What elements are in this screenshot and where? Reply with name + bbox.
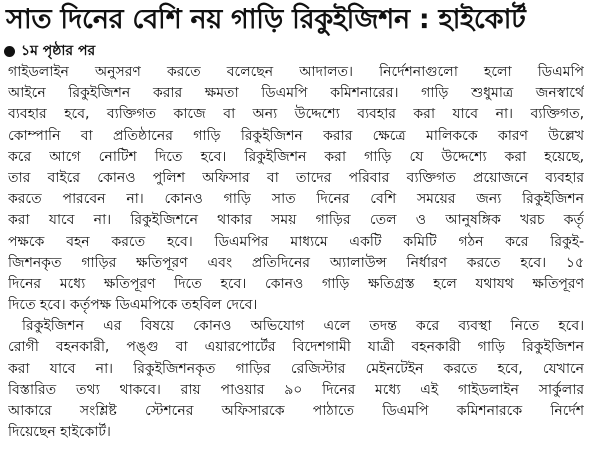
paragraph-start-line: রিকুইজিশন এর বিষয়ে কোনও অভিযোগ এলে তদন্ত করে ব্যবস্থা নিতে হবে। [22, 318, 584, 335]
body-line: তার বাইরে কোনও পুলিশ অফিসার বা তাদের পরিবার ব্যক্তিগত প্রয়োজনে ব্যবহার [8, 169, 584, 186]
body-line: পক্ষকে বহন করতে হবে। ডিএমপির মাধ্যমে একটি কমিটি গঠন করে রিকুই- [8, 233, 584, 250]
body-line: কোম্পানি বা প্রতিষ্ঠানের গাড়ি রিকুইজিশন করার ক্ষেত্রে মালিককে কারণ উল্লেখ [8, 127, 584, 144]
body-line: বিস্তারিত তথ্য থাকবে। রায় পাওয়ার ৯০ দিনের মধ্যে এই গাইডলাইন সার্কুলার [8, 381, 584, 398]
continued-from-label: ১ম পৃষ্ঠার পর [21, 43, 96, 59]
body-line: করা যাবে না। রিকুইজিশনকৃত গাড়ির রেজিস্টার মেইনটেইন করতে হবে, যেখানে [8, 360, 584, 377]
body-line: করে আগে নোটিশ দিতে হবে। রিকুইজিশন করা গাড়ি যে উদ্দেশ্যে করা হয়েছে, [8, 148, 584, 165]
body-line: দিতে হবে। কর্তৃপক্ষ ডিএমপিকে তহবিল দেবে। [8, 297, 258, 314]
body-line: জিশনকৃত গাড়ির ক্ষতিপূরণ এবং প্রতিদিনের অ্যালাউন্স নির্ধারণ করতে হবে। ১৫ [8, 254, 584, 271]
body-line: করতে পারবেন না। কোনও গাড়ি সাত দিনের বেশি সময়ের জন্য রিকুইজিশন [8, 191, 584, 208]
article-body [8, 62, 584, 443]
body-line: করা যাবে না। রিকুইজিশনে থাকার সময় গাড়ির তেল ও আনুষঙ্গিক খরচ কর্তৃ [8, 212, 584, 229]
body-line: দিনের মধ্যে ক্ষতিপূরণ দিতে হবে। কোনও গাড়ি ক্ষতিগ্রস্ত হলে যথাযথ ক্ষতিপূরণ [8, 275, 584, 292]
body-line: আইনে রিকুইজিশন করার ক্ষমতা ডিএমপি কমিশনারের। গাড়ি শুধুমাত্র জনস্বার্থে [8, 85, 584, 102]
body-line: গাইডলাইন অনুসরণ করতে বলেছেন আদালত। নির্দেশনাগুলো হলো ডিএমপি [8, 64, 584, 80]
body-line: রোগী বহনকারী, পঙ্গু বা এয়ারপোর্টের বিদেশগামী যাত্রী বহনকারী গাড়ি রিকুইজিশন [8, 339, 584, 356]
body-line: আকারে সংশ্লিষ্ট স্টেশনের অফিসারকে পাঠাতে ডিএমপি কমিশনারকে নির্দেশ [8, 403, 584, 419]
body-line: ব্যবহার হবে, ব্যক্তিগত কাজে বা অন্য উদ্দেশ্যে ব্যবহার করা যাবে না। ব্যক্তিগত, [8, 106, 584, 123]
bullet-icon [4, 46, 15, 57]
body-line: দিয়েছেন হাইকোর্ট। [8, 424, 111, 441]
headline: সাত দিনের বেশি নয় গাড়ি রিকুইজিশন : হাইকোর্ট [6, 4, 526, 35]
continued-marker [4, 41, 95, 61]
